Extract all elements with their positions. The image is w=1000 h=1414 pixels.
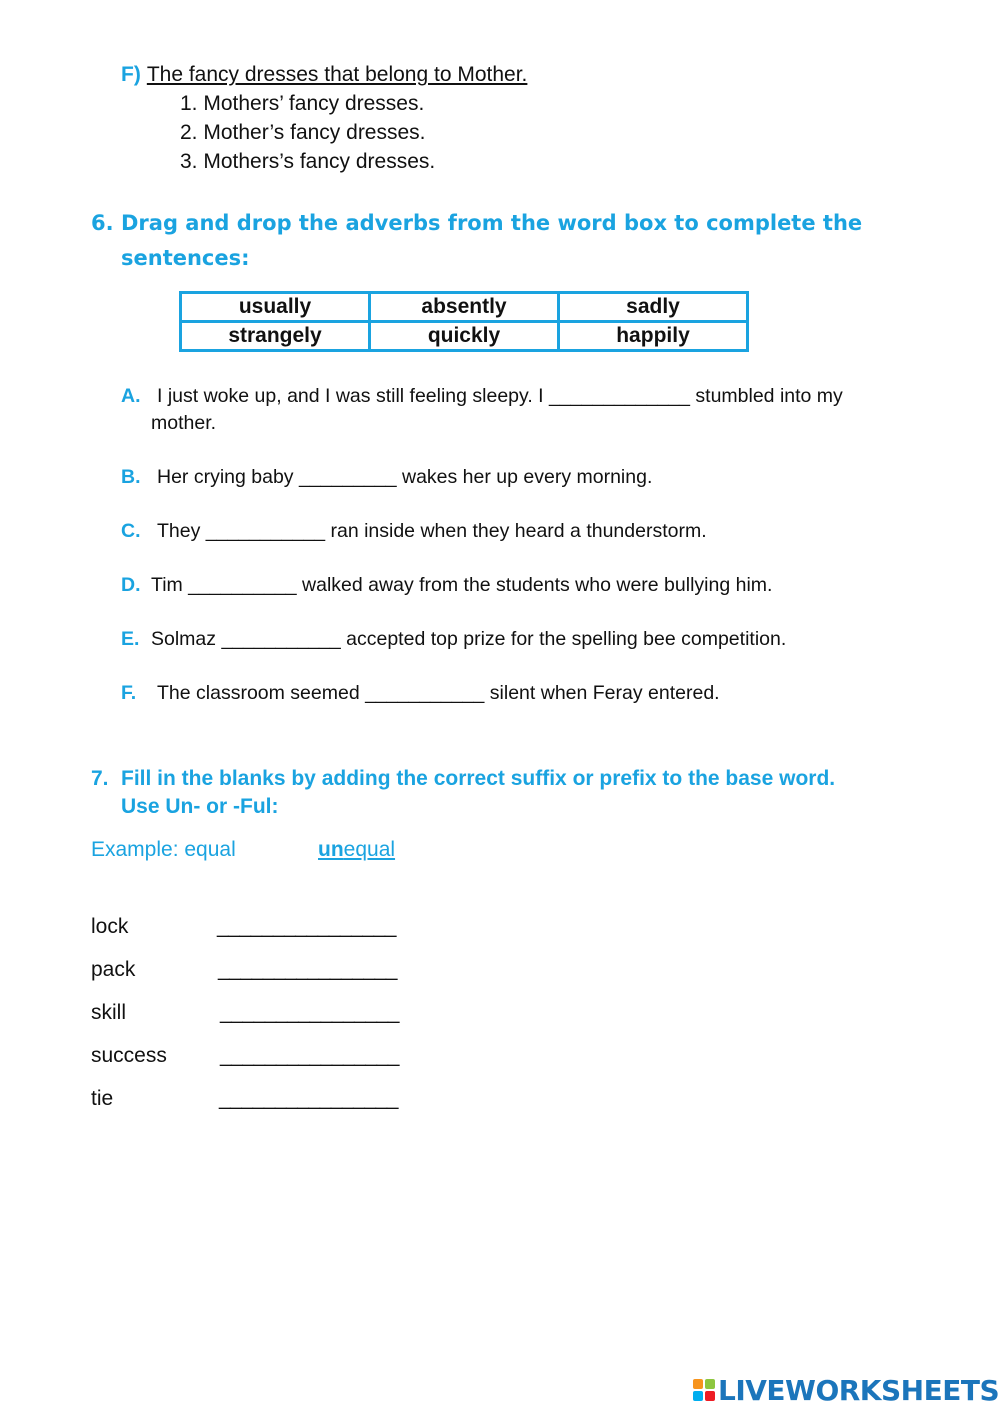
sentence-label: A. [121, 385, 141, 407]
example-prefix: un [318, 838, 344, 861]
sentence-e [121, 626, 951, 653]
q6-number: 6. [91, 211, 114, 235]
sentence-text[interactable]: Her crying baby _________ wakes her up every morning. [157, 466, 653, 488]
sentence-f [121, 680, 951, 707]
sentence-text[interactable]: They ___________ ran inside when they heard a thunderstorm. [157, 520, 707, 542]
sentence-d [121, 572, 951, 599]
q5f-option[interactable]: 3. Mothers’s fancy dresses. [180, 150, 436, 173]
logo-text: LIVEWORKSHEETS [718, 1373, 1000, 1407]
word-box-item[interactable]: sadly [559, 293, 748, 322]
word-box-item[interactable]: strangely [181, 322, 370, 351]
q5f-option[interactable]: 1. Mothers’ fancy dresses. [180, 92, 425, 115]
logo-tile [705, 1379, 715, 1389]
sentence-continuation: mother. [151, 412, 217, 434]
sentence-a [121, 383, 951, 437]
base-word: pack [91, 958, 136, 981]
q5f-prompt: The fancy dresses that belong to Mother. [146, 63, 528, 86]
word-box-item[interactable]: quickly [370, 322, 559, 351]
logo-tile [705, 1391, 715, 1401]
example-label: Example: equal [91, 838, 236, 861]
answer-blank[interactable]: ________________ [217, 915, 396, 938]
liveworksheets-logo [693, 1374, 999, 1406]
sentence-text[interactable]: Solmaz ___________ accepted top prize for the spelling bee competition. [151, 628, 787, 650]
q7-instruction-line: Fill in the blanks by adding the correct suffix or prefix to the base word. [121, 767, 836, 790]
sentence-text[interactable]: I just woke up, and I was still feeling sleepy. I _____________ stumbled into my [157, 385, 843, 407]
logo-tile [693, 1379, 703, 1389]
sentence-label: E. [121, 628, 140, 650]
sentence-b [121, 464, 951, 491]
sentence-label: D. [121, 574, 141, 596]
word-box-item[interactable]: usually [181, 293, 370, 322]
base-word: lock [91, 915, 129, 938]
sentence-text[interactable]: The classroom seemed ___________ silent when Feray entered. [157, 682, 720, 704]
sentence-label: C. [121, 520, 141, 542]
base-word: tie [91, 1087, 114, 1110]
q7-number: 7. [91, 767, 109, 790]
example-answer [318, 837, 395, 863]
word-box [179, 291, 749, 352]
word-box-item[interactable]: absently [370, 293, 559, 322]
q7-instruction-line: Use Un- or -Ful: [121, 795, 279, 818]
answer-blank[interactable]: ________________ [220, 1044, 399, 1067]
q6-instruction: Drag and drop the adverbs from the word box to complete the sentences: [121, 211, 863, 270]
q5f-label: F) [121, 63, 141, 86]
word-box-item[interactable]: happily [559, 322, 748, 351]
q7-instruction [121, 765, 941, 821]
answer-blank[interactable]: ________________ [218, 958, 397, 981]
q5f-prompt-row [121, 62, 527, 88]
logo-tile [693, 1391, 703, 1401]
logo-tiles-icon [693, 1379, 715, 1401]
sentence-text[interactable]: Tim __________ walked away from the students who were bullying him. [151, 574, 773, 596]
q5f-option[interactable]: 2. Mother’s fancy dresses. [180, 121, 426, 144]
sentence-label: B. [121, 466, 141, 488]
base-word: success [91, 1044, 167, 1067]
example-base: equal [343, 838, 396, 861]
answer-blank[interactable]: ________________ [220, 1001, 399, 1024]
sentence-label: F. [121, 682, 137, 704]
sentence-c [121, 518, 951, 545]
base-word: skill [91, 1001, 126, 1024]
answer-blank[interactable]: ________________ [219, 1087, 398, 1110]
